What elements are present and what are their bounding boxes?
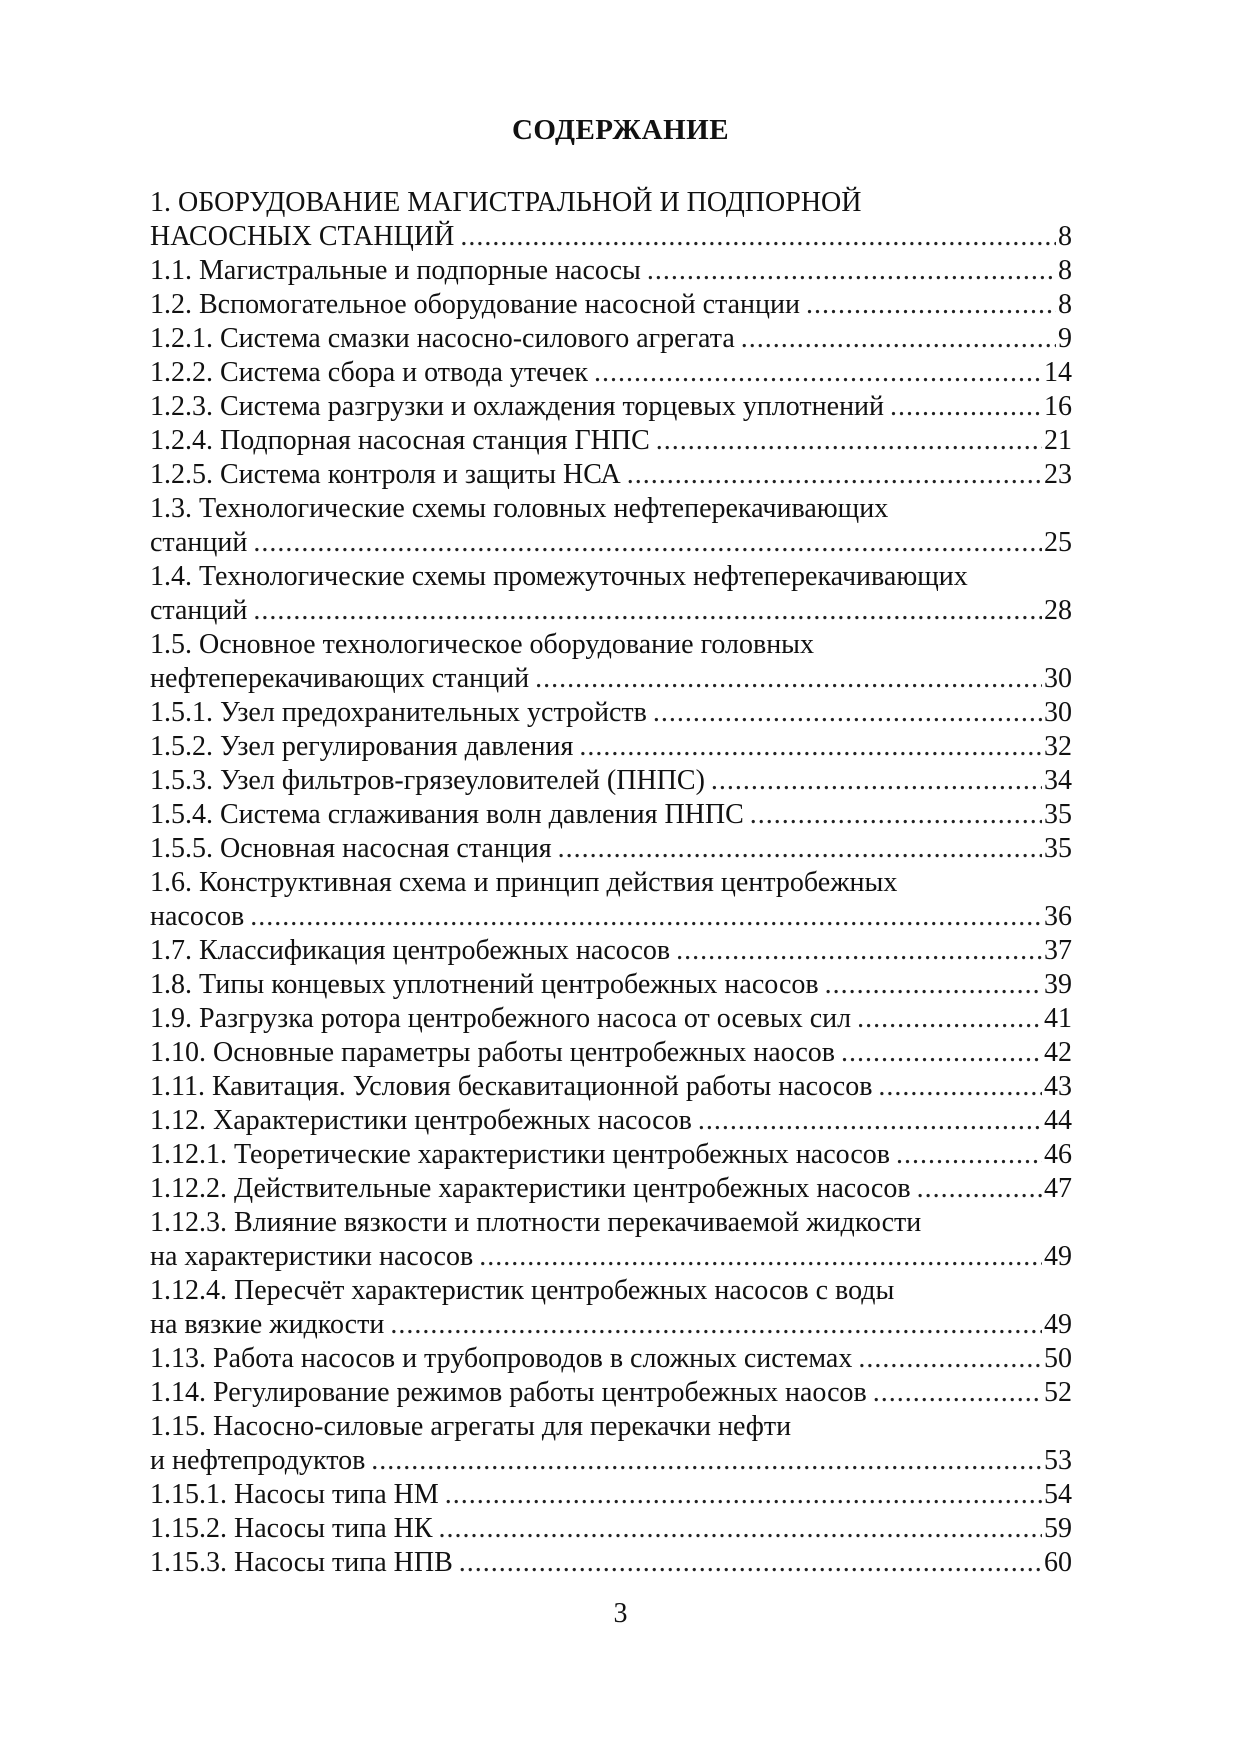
dot-leader: [741, 322, 1056, 356]
toc-entry-page: 42: [1044, 1037, 1072, 1068]
toc-entry-page: 54: [1044, 1479, 1072, 1510]
toc-entry-page: 14: [1044, 357, 1072, 388]
toc-entry-page: 9: [1058, 323, 1072, 354]
toc-entry-title: 1.2.3. Система разгрузки и охлаждения торцевых уплотнений: [150, 391, 885, 422]
toc-entry: [150, 220, 1072, 254]
toc-entry: [150, 900, 1072, 934]
dot-leader: [253, 526, 1042, 560]
page-title: СОДЕРЖАНИЕ: [511, 114, 730, 146]
toc-entry-title: 1.12.2. Действительные характеристики центробежных насосов: [150, 1173, 911, 1204]
dot-leader: [479, 1240, 1042, 1274]
toc-line: [150, 1206, 1072, 1240]
toc-entry-title: 1.15.1. Насосы типа НМ: [150, 1479, 439, 1510]
toc-entry-title: 1.10. Основные параметры работы центробежных наосов: [150, 1037, 835, 1068]
toc-entry: [150, 968, 1072, 1002]
toc-line: [150, 1274, 1072, 1308]
toc-entry: [150, 1070, 1072, 1104]
toc-entry: [150, 1342, 1072, 1376]
dot-leader: [806, 288, 1056, 322]
toc-entry-title: 1.12.1. Теоретические характеристики центробежных насосов: [150, 1139, 890, 1170]
toc-entry-title: 1.7. Классификация центробежных насосов: [150, 935, 671, 966]
dot-leader: [698, 1104, 1042, 1138]
toc-entry: [150, 798, 1072, 832]
toc-entry-title: 1.2. Вспомогательное оборудование насосной станции: [150, 289, 800, 320]
toc-entry-title: 1.14. Регулирование режимов работы центробежных наосов: [150, 1377, 867, 1408]
dot-leader: [676, 934, 1042, 968]
toc-line: [150, 560, 1072, 594]
toc-entry-title: 1.5. Основное технологическое оборудование головных: [150, 629, 814, 660]
toc-entry-title: 1.5.3. Узел фильтров-грязеуловителей (ПНПС): [150, 765, 705, 796]
toc-entry: [150, 1172, 1072, 1206]
toc-entry-page: 16: [1044, 391, 1072, 422]
toc-entry: [150, 1002, 1072, 1036]
toc-entry-title: 1.12. Характеристики центробежных насосов: [150, 1105, 692, 1136]
toc-entry-page: 46: [1044, 1139, 1072, 1170]
dot-leader: [858, 1342, 1042, 1376]
toc-entry-page: 8: [1058, 289, 1072, 320]
toc-entry-title: 1.6. Конструктивная схема и принцип действия центробежных: [150, 867, 898, 898]
toc-entry-page: 21: [1044, 425, 1072, 456]
dot-leader: [711, 764, 1042, 798]
toc-entry: [150, 1444, 1072, 1478]
toc-entry-title: 1.2.1. Система смазки насосно-силового агрегата: [150, 323, 735, 354]
toc-entry-title: на вязкие жидкости: [150, 1309, 385, 1340]
toc-entry: [150, 696, 1072, 730]
dot-leader: [750, 798, 1042, 832]
toc-entry: [150, 764, 1072, 798]
toc-entry-page: 49: [1044, 1241, 1072, 1272]
dot-leader: [647, 254, 1056, 288]
toc-entry: [150, 288, 1072, 322]
toc-entry-page: 59: [1044, 1513, 1072, 1544]
dot-leader: [253, 594, 1042, 628]
toc-entry-page: 49: [1044, 1309, 1072, 1340]
toc-entry: [150, 1104, 1072, 1138]
dot-leader: [653, 696, 1042, 730]
toc-entry: [150, 934, 1072, 968]
toc-entry-page: 53: [1044, 1445, 1072, 1476]
dot-leader: [445, 1478, 1042, 1512]
dot-leader: [917, 1172, 1042, 1206]
toc-entry-title: 1.5.5. Основная насосная станция: [150, 833, 552, 864]
toc-entry-page: 25: [1044, 527, 1072, 558]
toc-entry-page: 43: [1044, 1071, 1072, 1102]
toc-entry-title: 1.8. Типы концевых уплотнений центробежных насосов: [150, 969, 819, 1000]
toc-line: [150, 628, 1072, 662]
toc-line: [150, 492, 1072, 526]
toc-entry: [150, 1036, 1072, 1070]
toc-entry: [150, 1512, 1072, 1546]
toc-entry-page: 50: [1044, 1343, 1072, 1374]
dot-leader: [535, 662, 1042, 696]
toc-entry-page: 32: [1044, 731, 1072, 762]
toc-entry: [150, 1240, 1072, 1274]
toc-entry-page: 35: [1044, 833, 1072, 864]
toc-entry-title: 1.9. Разгрузка ротора центробежного насоса от осевых сил: [150, 1003, 852, 1034]
dot-leader: [890, 390, 1042, 424]
toc-entry-title: 1.4. Технологические схемы промежуточных нефтеперекачивающих: [150, 561, 968, 592]
toc-entry: [150, 1478, 1072, 1512]
toc-entry-page: 28: [1044, 595, 1072, 626]
toc-entry-title: 1.5.1. Узел предохранительных устройств: [150, 697, 647, 728]
toc-entry-title: 1.12.3. Влияние вязкости и плотности перекачиваемой жидкости: [150, 1207, 922, 1238]
toc-entry: [150, 424, 1072, 458]
toc-entry: [150, 832, 1072, 866]
toc-entry-page: 37: [1044, 935, 1072, 966]
dot-leader: [825, 968, 1042, 1002]
toc-entry-page: 36: [1044, 901, 1072, 932]
toc-entry-title: 1. ОБОРУДОВАНИЕ МАГИСТРАЛЬНОЙ И ПОДПОРНОЙ: [150, 187, 862, 218]
toc-entry-title: 1.2.5. Система контроля и защиты НСА: [150, 459, 621, 490]
toc-entry-title: 1.1. Магистральные и подпорные насосы: [150, 255, 641, 286]
toc-entry-page: 52: [1044, 1377, 1072, 1408]
toc-entry: [150, 1138, 1072, 1172]
dot-leader: [896, 1138, 1042, 1172]
toc-entry-title: станций: [150, 527, 248, 558]
dot-leader: [439, 1512, 1042, 1546]
page-number: 3: [613, 1598, 628, 1629]
toc-entry: [150, 322, 1072, 356]
toc-entry: [150, 594, 1072, 628]
toc-entry-title: 1.5.2. Узел регулирования давления: [150, 731, 574, 762]
dot-leader: [459, 1546, 1042, 1580]
toc-entry-page: 8: [1058, 221, 1072, 252]
toc-entry: [150, 1376, 1072, 1410]
toc-entry: [150, 730, 1072, 764]
toc-entry: [150, 1308, 1072, 1342]
dot-leader: [558, 832, 1042, 866]
dot-leader: [656, 424, 1042, 458]
toc-entry-title: нефтеперекачивающих станций: [150, 663, 530, 694]
toc-entry-title: 1.11. Кавитация. Условия бескавитационной работы насосов: [150, 1071, 873, 1102]
toc-entry-page: 47: [1044, 1173, 1072, 1204]
toc-entry-title: насосов: [150, 901, 245, 932]
table-of-contents: [150, 186, 1072, 1580]
toc-entry-title: 1.13. Работа насосов и трубопроводов в сложных системах: [150, 1343, 853, 1374]
toc-entry-title: 1.15.3. Насосы типа НПВ: [150, 1547, 453, 1578]
toc-entry: [150, 458, 1072, 492]
toc-entry-title: и нефтепродуктов: [150, 1445, 366, 1476]
dot-leader: [594, 356, 1042, 390]
toc-entry-title: 1.2.4. Подпорная насосная станция ГНПС: [150, 425, 650, 456]
toc-entry: [150, 526, 1072, 560]
toc-entry-page: 41: [1044, 1003, 1072, 1034]
toc-entry-title: на характеристики насосов: [150, 1241, 474, 1272]
toc-entry: [150, 254, 1072, 288]
toc-entry-title: 1.2.2. Система сбора и отвода утечек: [150, 357, 588, 388]
toc-entry-title: НАСОСНЫХ СТАНЦИЙ: [150, 221, 455, 252]
toc-entry-title: 1.15. Насосно-силовые агрегаты для перекачки нефти: [150, 1411, 792, 1442]
toc-entry-title: станций: [150, 595, 248, 626]
dot-leader: [878, 1070, 1042, 1104]
toc-entry-title: 1.5.4. Система сглаживания волн давления ПНПС: [150, 799, 744, 830]
dot-leader: [627, 458, 1042, 492]
toc-entry: [150, 662, 1072, 696]
toc-line: [150, 1410, 1072, 1444]
toc-entry-page: 34: [1044, 765, 1072, 796]
toc-entry-title: 1.15.2. Насосы типа НК: [150, 1513, 433, 1544]
toc-entry: [150, 1546, 1072, 1580]
toc-entry-page: 44: [1044, 1105, 1072, 1136]
dot-leader: [371, 1444, 1042, 1478]
toc-entry-page: 60: [1044, 1547, 1072, 1578]
dot-leader: [841, 1036, 1042, 1070]
toc-entry-page: 39: [1044, 969, 1072, 1000]
toc-line: [150, 186, 1072, 220]
toc-entry-page: 23: [1044, 459, 1072, 490]
toc-entry: [150, 390, 1072, 424]
toc-entry: [150, 356, 1072, 390]
dot-leader: [390, 1308, 1042, 1342]
dot-leader: [579, 730, 1042, 764]
toc-entry-page: 35: [1044, 799, 1072, 830]
toc-entry-page: 30: [1044, 697, 1072, 728]
toc-entry-title: 1.3. Технологические схемы головных нефтеперекачивающих: [150, 493, 889, 524]
dot-leader: [873, 1376, 1042, 1410]
dot-leader: [460, 220, 1056, 254]
toc-line: [150, 866, 1072, 900]
dot-leader: [250, 900, 1042, 934]
toc-entry-page: 30: [1044, 663, 1072, 694]
dot-leader: [857, 1002, 1042, 1036]
toc-entry-page: 8: [1058, 255, 1072, 286]
toc-entry-title: 1.12.4. Пересчёт характеристик центробежных насосов с воды: [150, 1275, 895, 1306]
